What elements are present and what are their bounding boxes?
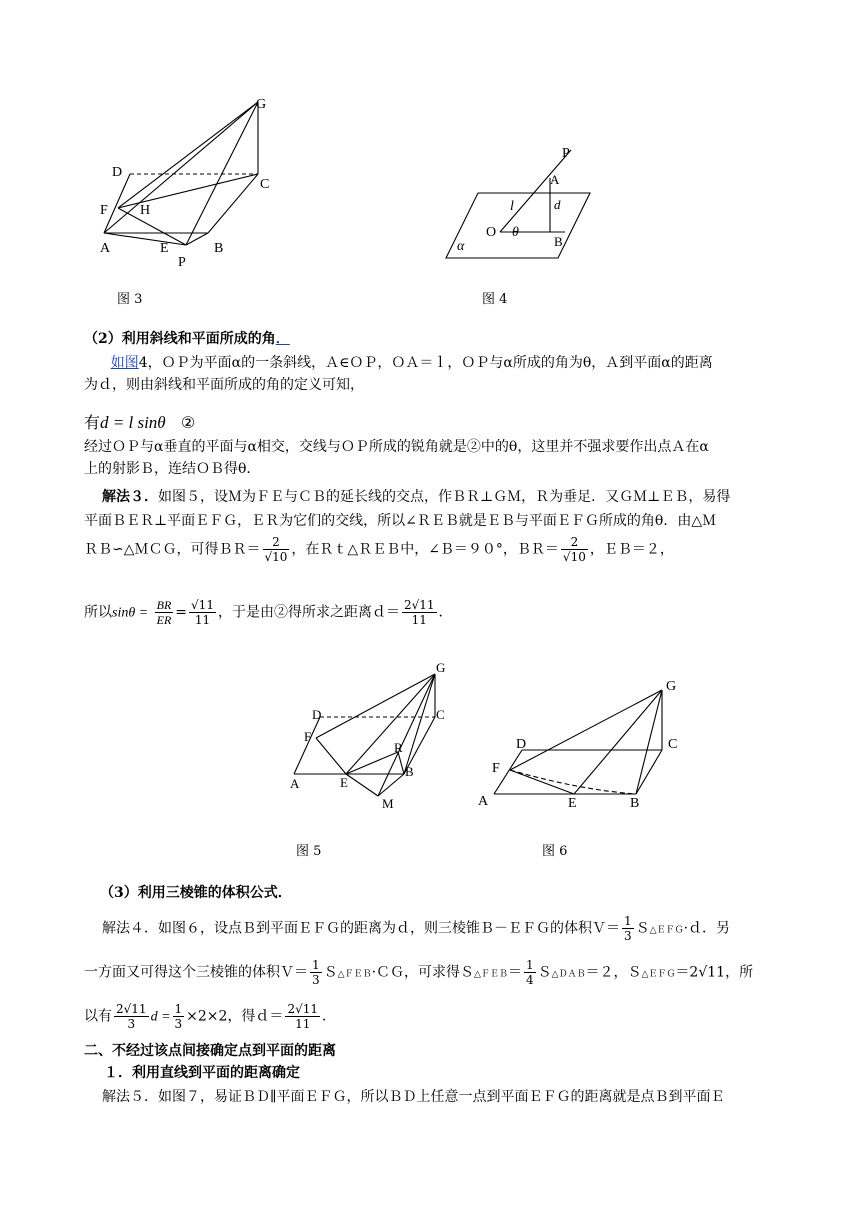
section2-para2-line2: 上的射影Ｂ，连结ＯＢ得θ． [84, 461, 261, 477]
fig5-label-E: E [340, 775, 348, 790]
fig4-label-O: O [486, 225, 497, 240]
fig5-label-A: A [290, 776, 300, 791]
section2-para2-line1: 经过ＯＰ与α垂直的平面与α相交，交线与ＯＰ所成的锐角就是②中的θ，这里并不强求要作出点Ａ在α [84, 439, 709, 455]
figure-3 [90, 90, 310, 280]
method3-line2: 平面ＢＥＲ⊥平面ＥＦＧ，ＥＲ为它们的交线，所以∠ＲＥＢ就是ＥＢ与平面ＥＦＧ所成的角θ．由△Ｍ [84, 513, 717, 529]
fig4-label-alpha: α [457, 239, 465, 254]
section3-line1: 解法４．如图６，设点Ｂ到平面ＥＦＧ的距离为ｄ，则三棱锥Ｂ－ＥＦＧ的体积Ｖ＝ $\frac{1}{3}$ Ｓ△ＥＦＧ·ｄ．另 [102, 914, 731, 943]
method3-line4: 所以sinθ = $\frac{BR}{ER}$ = $\frac{√11}{11}$ ，于是由②得所求之距离ｄ＝ $\frac{2√11}{11}$ ． [84, 598, 453, 627]
figure-4 [440, 140, 600, 265]
section3-heading: （3）利用三棱锥的体积公式． [100, 885, 292, 901]
fig5-label-D: D [312, 707, 322, 722]
fig6-label-E: E [568, 796, 577, 811]
section3-line2: 一方面又可得这个三棱锥的体积Ｖ＝ $\frac{1}{3}$ Ｓ△ＦＥＢ·ＣＧ，可求得Ｓ△ＦＥＢ＝ $\frac{1}{4}$ Ｓ△ＤＡＢ＝２，Ｓ△ＥＦＧ＝2√11，所 [84, 958, 754, 987]
fig5-label-R: R [394, 740, 403, 755]
section2-line2: 为ｄ，则由斜线和平面所成的角的定义可知， [84, 377, 364, 393]
fig5-label-F: F [304, 729, 312, 744]
fig6-label-D: D [516, 737, 527, 752]
fig3-label-F: F [100, 203, 108, 218]
method3-line1: 解法３．如图５，设Ｍ为ＦＥ与ＣＢ的延长线的交点，作ＢＲ⊥ＧＭ，Ｒ为垂足．又ＧＭ⊥ＥＢ，易得 [102, 489, 731, 505]
fig6-label-C: C [668, 737, 678, 752]
fig4-label-d: d [554, 197, 561, 212]
method5-line1: 解法５．如图７，易证ＢＤ∥平面ＥＦＧ，所以ＢＤ上任意一点到平面ＥＦＧ的距离就是点Ｂ到平面Ｅ [102, 1089, 725, 1105]
section3-line3: 以有 $\frac{2√11}{3}$ d = $\frac{1}{3}$ ×2×2，得ｄ＝ $\frac{2√11}{11}$ ． [84, 1002, 336, 1031]
fig5-label-G: G [436, 660, 446, 675]
fig6-label-F: F [492, 761, 500, 776]
figure-link[interactable]: 如图 [110, 355, 139, 371]
fig6-label-A: A [478, 794, 489, 809]
fig3-label-G: G [256, 97, 267, 112]
fig3-label-H: H [140, 203, 151, 218]
fig6-caption: 图 6 [542, 844, 568, 859]
fig4-caption: 图 4 [482, 292, 508, 307]
fig6-label-G: G [666, 679, 677, 694]
fig3-label-B: B [214, 241, 224, 256]
fig5-label-C: C [436, 707, 445, 722]
figure-6 [470, 668, 690, 818]
fig5-label-B: B [405, 764, 414, 779]
fig4-label-B: B [554, 234, 563, 249]
section-two-heading: 二、不经过该点间接确定点到平面的距离 [84, 1043, 336, 1059]
formula-line: 有d = l sinθ ② [84, 413, 196, 432]
fig3-label-P: P [178, 255, 186, 270]
fig3-label-C: C [260, 177, 270, 192]
section-two-sub1: １．利用直线到平面的距离确定 [104, 1065, 300, 1081]
section2-line1: 如图4，ＯＰ为平面α的一条斜线，Ａ∈ＯＰ，ＯＡ＝ｌ，ＯＰ与α所成的角为θ，Ａ到平面α的距离 [110, 355, 713, 371]
fig6-label-B: B [630, 796, 640, 811]
formula-d-l-sin: d = l sinθ [100, 413, 166, 432]
fig3-label-E: E [160, 241, 169, 256]
fig4-label-P: P [562, 146, 570, 161]
fig5-label-M: M [382, 796, 394, 811]
figure-5 [280, 660, 460, 820]
fig4-label-A: A [550, 172, 560, 187]
fig3-caption: 图 3 [117, 292, 143, 307]
fig3-label-A: A [100, 241, 111, 256]
fig5-caption: 图 5 [296, 844, 322, 859]
section2-heading: （2）利用斜线和平面所成的角． [84, 331, 290, 347]
fig4-label-l: l [510, 199, 514, 214]
fig4-label-theta: θ [512, 225, 519, 240]
method3-line3: ＲＢ∽△ＭＣＧ，可得ＢＲ＝ $\frac{2}{√10}$ ，在Ｒｔ△ＲＥＢ中，∠Ｂ＝９０°，ＢＲ＝ $\frac{2}{√10}$ ，ＥＢ＝２， [84, 535, 674, 564]
fig3-label-D: D [112, 165, 123, 180]
